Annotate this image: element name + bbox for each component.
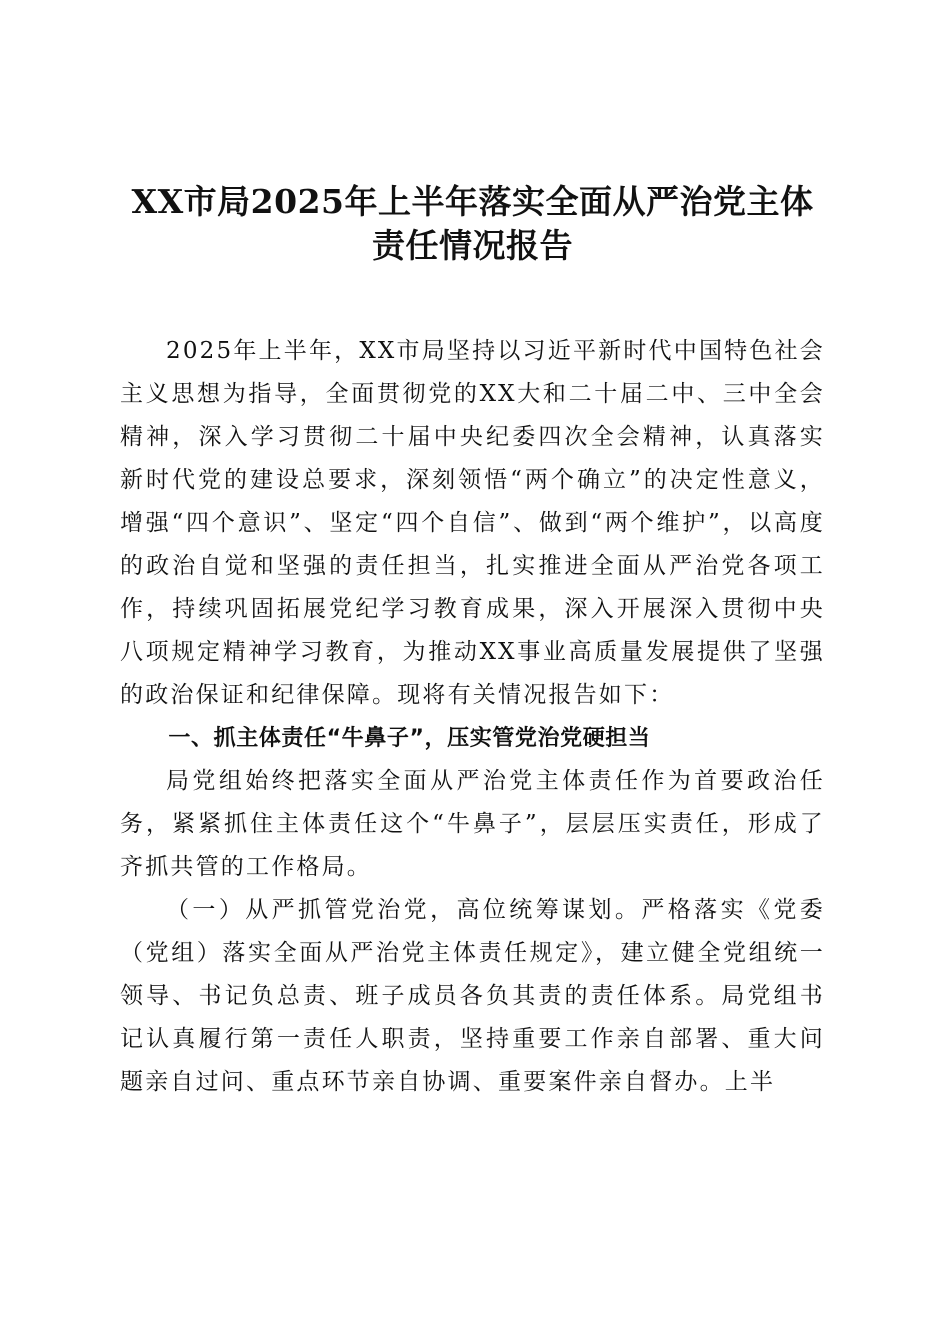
section-1-paragraph: 局党组始终把落实全面从严治党主体责任作为首要政治任务，紧紧抓住主体责任这个“牛鼻子”，层层压实责任，形成了齐抓共管的工作格局。 <box>120 768 825 880</box>
section-1-heading: 一、抓主体责任“牛鼻子”，压实管党治党硬担当 <box>168 726 651 751</box>
intro-paragraph: 2025年上半年，XX市局坚持以习近平新时代中国特色社会主义思想为指导，全面贯彻党的XX大和二十届二中、三中全会精神，深入学习贯彻二十届中央纪委四次全会精神，认真落实新时代党的建设总要求，深刻领悟“两个确立”的决定性意义，增强“四个意识”、坚定“四个自信”、做到“两个维护”，以高度的政治自觉和坚强的责任担当，扎实推进全面从严治党各项工作，持续巩固拓展党纪学习教育成果，深入开展深入贯彻中央八项规定精神学习教育，为推动XX事业高质量发展提供了坚强的政治保证和纪律保障。现将有关情况报告如下： <box>120 338 825 708</box>
title-line-1: XX市局2025年上半年落实全面从严治党主体 <box>131 182 814 221</box>
title-line-2: 责任情况报告 <box>372 226 573 265</box>
subsection-1-title: （一）从严抓管党治党，高位统筹谋划。 <box>166 897 642 923</box>
subsection-1-paragraph <box>120 889 825 1104</box>
document-page <box>120 180 825 1104</box>
subsection-1-body: 严格落实《党委（党组）落实全面从严治党主体责任规定》，建立健全党组统一领导、书记负总责、班子成员各负其责的责任体系。局党组书记认真履行第一责任人职责，坚持重要工作亲自部署、重大问题亲自过问、重点环节亲自协调、重要案件亲自督办。上半 <box>120 897 825 1095</box>
document-title <box>120 180 825 268</box>
document-body <box>120 330 825 1104</box>
